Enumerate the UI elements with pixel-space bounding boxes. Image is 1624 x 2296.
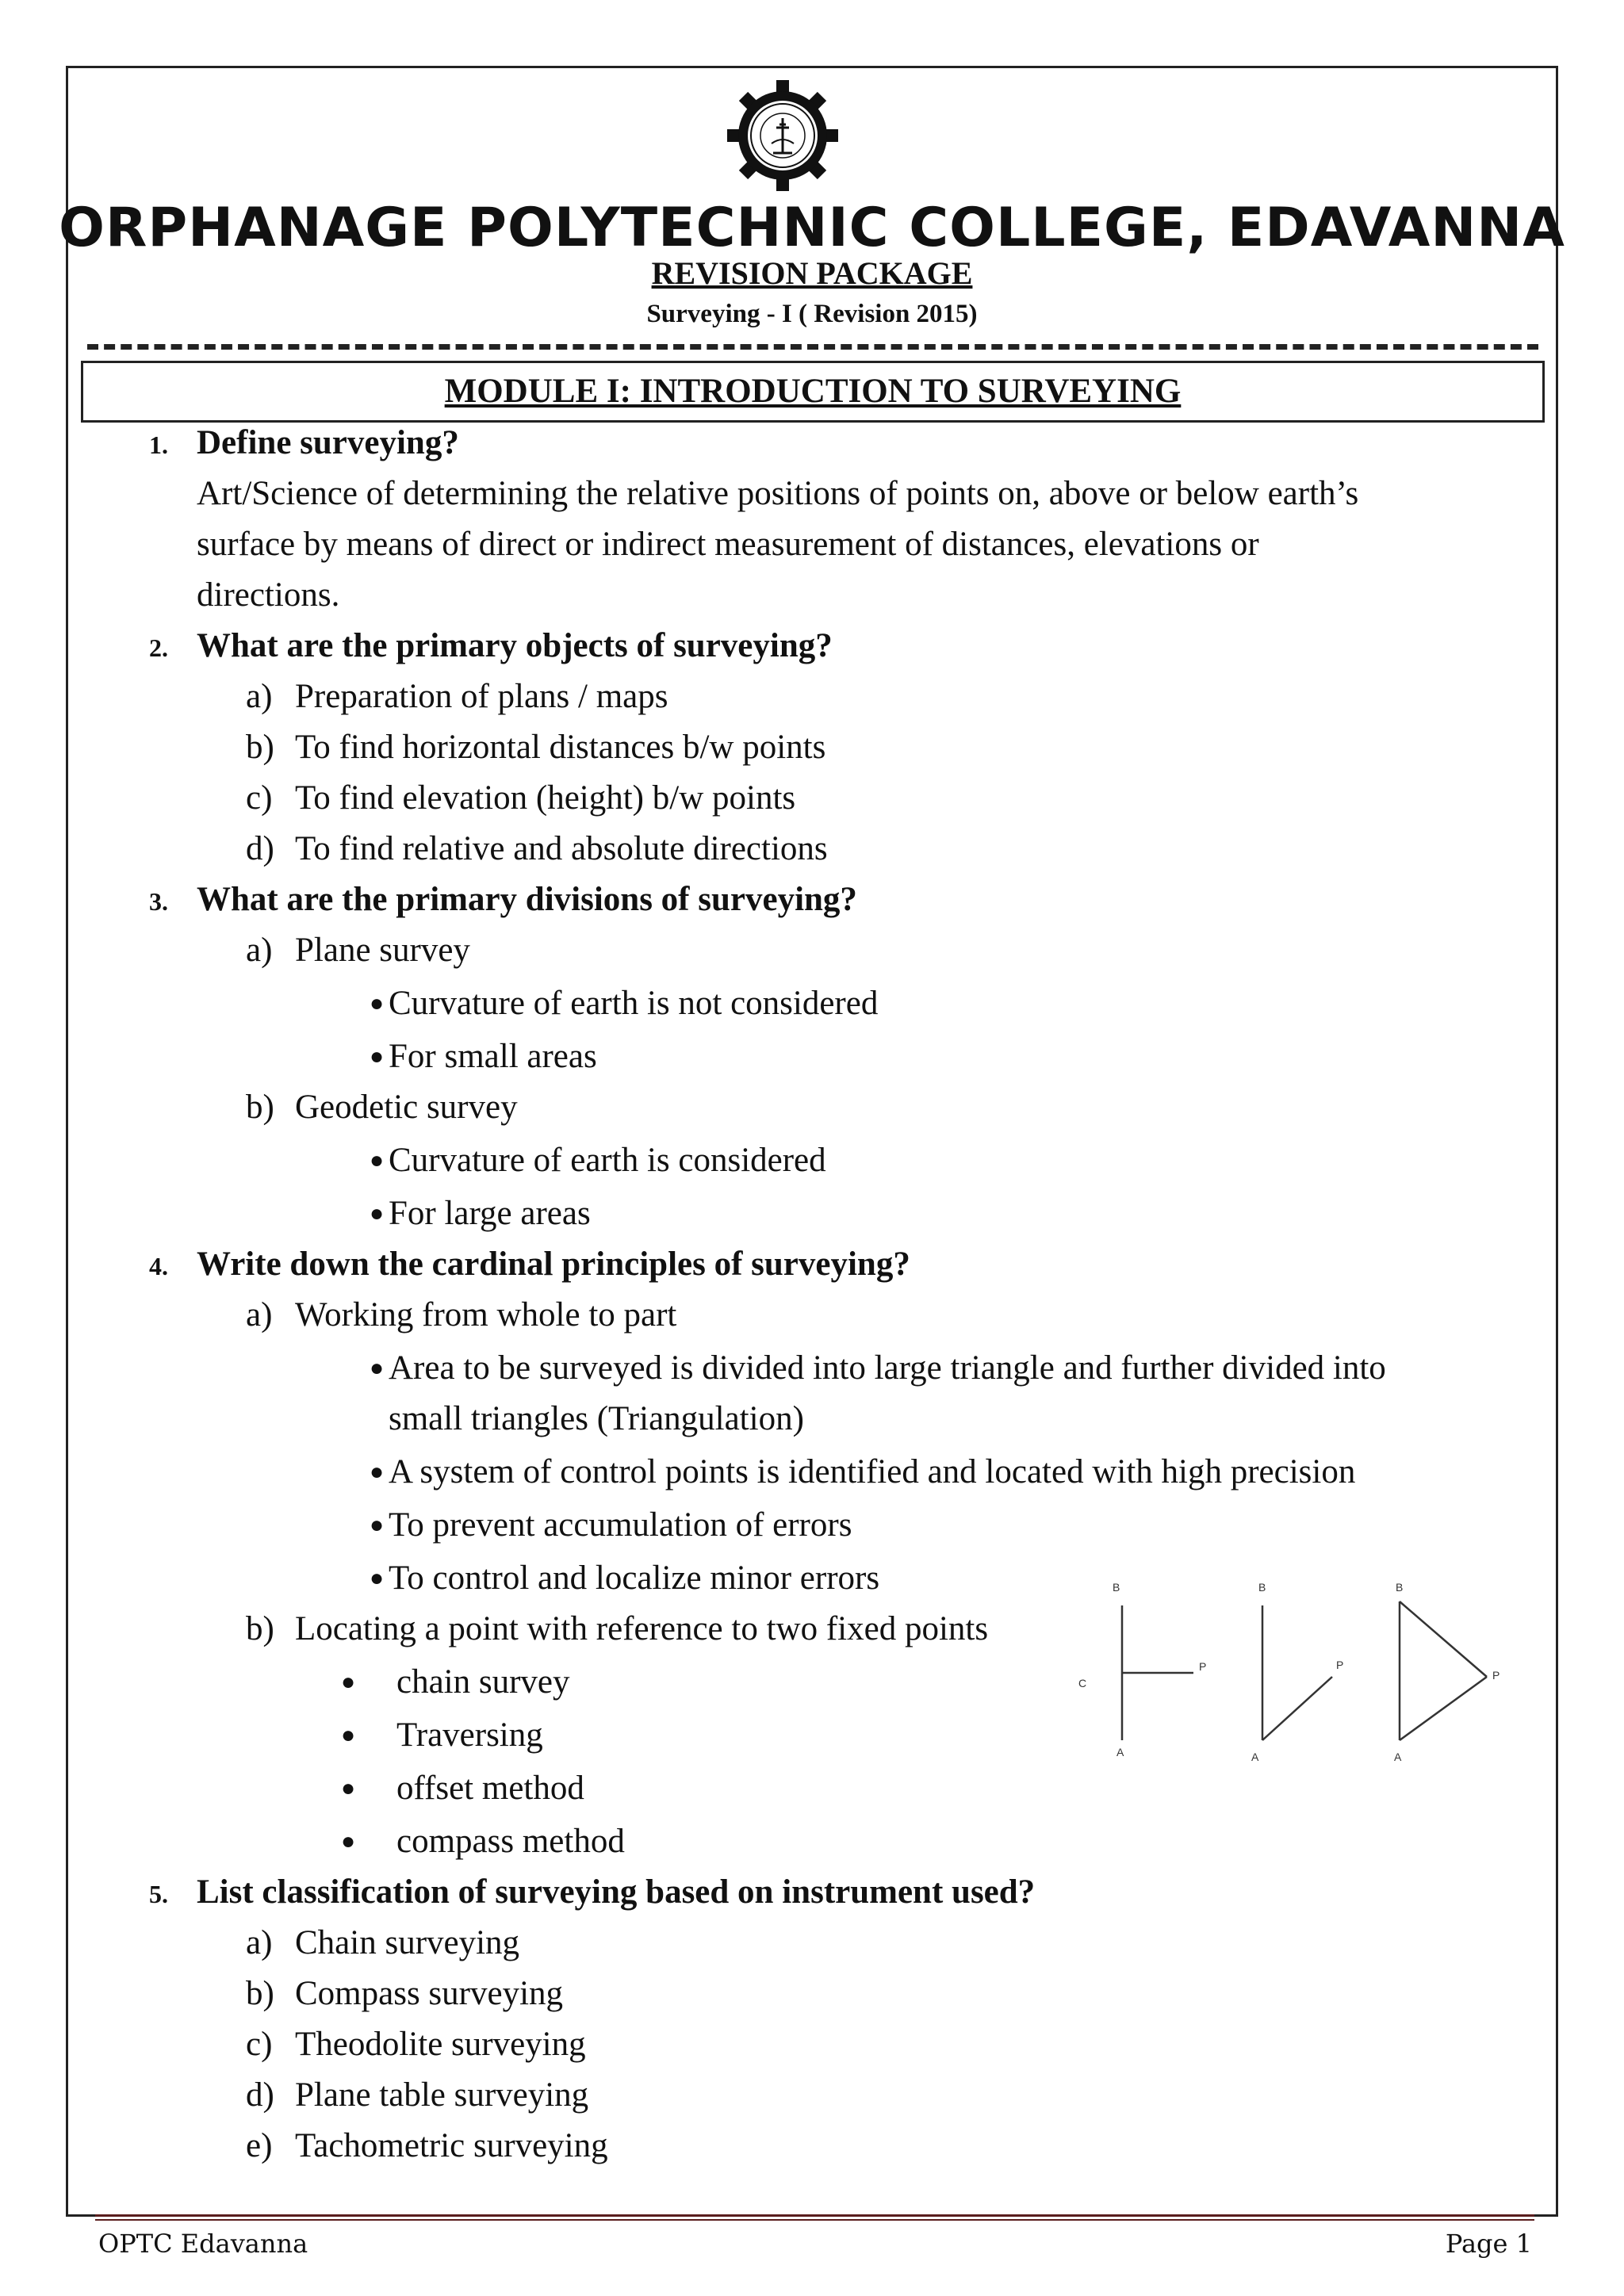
bullet-item: ● To control and localize minor errors [370, 1559, 880, 1597]
label-p: P [1336, 1659, 1344, 1671]
list-item: b) To find horizontal distances b/w points [246, 729, 826, 766]
label-b: B [1258, 1581, 1266, 1594]
question-text: Define surveying? [197, 424, 459, 461]
question-text: List classification of surveying based on instrument used? [197, 1873, 1036, 1911]
bullet-item: ● Curvature of earth is considered [370, 1142, 826, 1179]
bullet-item: ● Area to be surveyed is divided into large triangle and further divided into [370, 1349, 1386, 1387]
question-number: 2. [149, 633, 168, 662]
answer-line: directions. [197, 576, 340, 614]
module-title: MODULE I: INTRODUCTION TO SURVEYING [444, 373, 1182, 410]
footer-rule [95, 2219, 1534, 2221]
list-item: c) To find elevation (height) b/w points [246, 779, 796, 817]
footer-rule [95, 2214, 1534, 2217]
list-item: a) Plane survey [246, 932, 470, 969]
label-a: A [1251, 1751, 1259, 1763]
label-b: B [1113, 1581, 1120, 1594]
bullet-item: ● For large areas [370, 1195, 591, 1232]
package-title: REVISION PACKAGE [651, 255, 973, 291]
question-text: Write down the cardinal principles of surveying? [197, 1246, 910, 1283]
question-text: What are the primary objects of surveying? [197, 627, 833, 664]
list-item: c) Theodolite surveying [246, 2026, 586, 2063]
dashed-divider [87, 344, 1538, 350]
question-number: 1. [149, 430, 168, 459]
bullet-item: ● compass method [341, 1823, 625, 1860]
footer-institution: OPTC Edavanna [98, 2229, 308, 2259]
bullet-item: ● Traversing [341, 1716, 543, 1754]
bullet-item: ● Curvature of earth is not considered [370, 985, 879, 1022]
college-logo [727, 80, 838, 191]
question-number: 3. [149, 887, 168, 916]
label-a: A [1394, 1751, 1402, 1763]
bullet-item: ● chain survey [341, 1663, 570, 1701]
page-number: Page 1 [1445, 2229, 1532, 2259]
label-p: P [1199, 1660, 1207, 1673]
list-item: a) Working from whole to part [246, 1296, 677, 1334]
bullet-item-continued: small triangles (Triangulation) [389, 1400, 804, 1437]
label-b: B [1396, 1581, 1404, 1594]
list-item: d) To find relative and absolute directions [246, 830, 828, 867]
module-heading-box [81, 361, 1545, 423]
answer-line: Art/Science of determining the relative positions of points on, above or below earth’s [197, 475, 1359, 512]
question-text: What are the primary divisions of surveying? [197, 881, 857, 918]
list-item: e) Tachometric surveying [246, 2127, 608, 2164]
subject-title: Surveying - I ( Revision 2015) [646, 300, 978, 328]
bullet-item: ● offset method [341, 1770, 584, 1807]
list-item: a) Preparation of plans / maps [246, 678, 668, 715]
college-name: ORPHANAGE POLYTECHNIC COLLEGE, EDAVANNA [59, 197, 1565, 259]
list-item: b) Geodetic survey [246, 1089, 518, 1126]
label-p: P [1492, 1669, 1500, 1682]
label-a: A [1116, 1746, 1124, 1758]
bullet-item: ● For small areas [370, 1038, 597, 1075]
list-item: d) Plane table surveying [246, 2076, 589, 2114]
list-item: b) Compass surveying [246, 1975, 564, 2012]
question-number: 5. [149, 1880, 168, 1908]
list-item: a) Chain surveying [246, 1924, 520, 1961]
answer-line: surface by means of direct or indirect measurement of distances, elevations or [197, 526, 1259, 563]
list-item: b) Locating a point with reference to two fixed points [246, 1610, 989, 1647]
bullet-item: ● A system of control points is identified and located with high precision [370, 1453, 1356, 1490]
bullet-item: ● To prevent accumulation of errors [370, 1506, 852, 1544]
label-c: C [1078, 1677, 1087, 1689]
question-number: 4. [149, 1252, 168, 1280]
point-location-diagram [1063, 1574, 1507, 1772]
